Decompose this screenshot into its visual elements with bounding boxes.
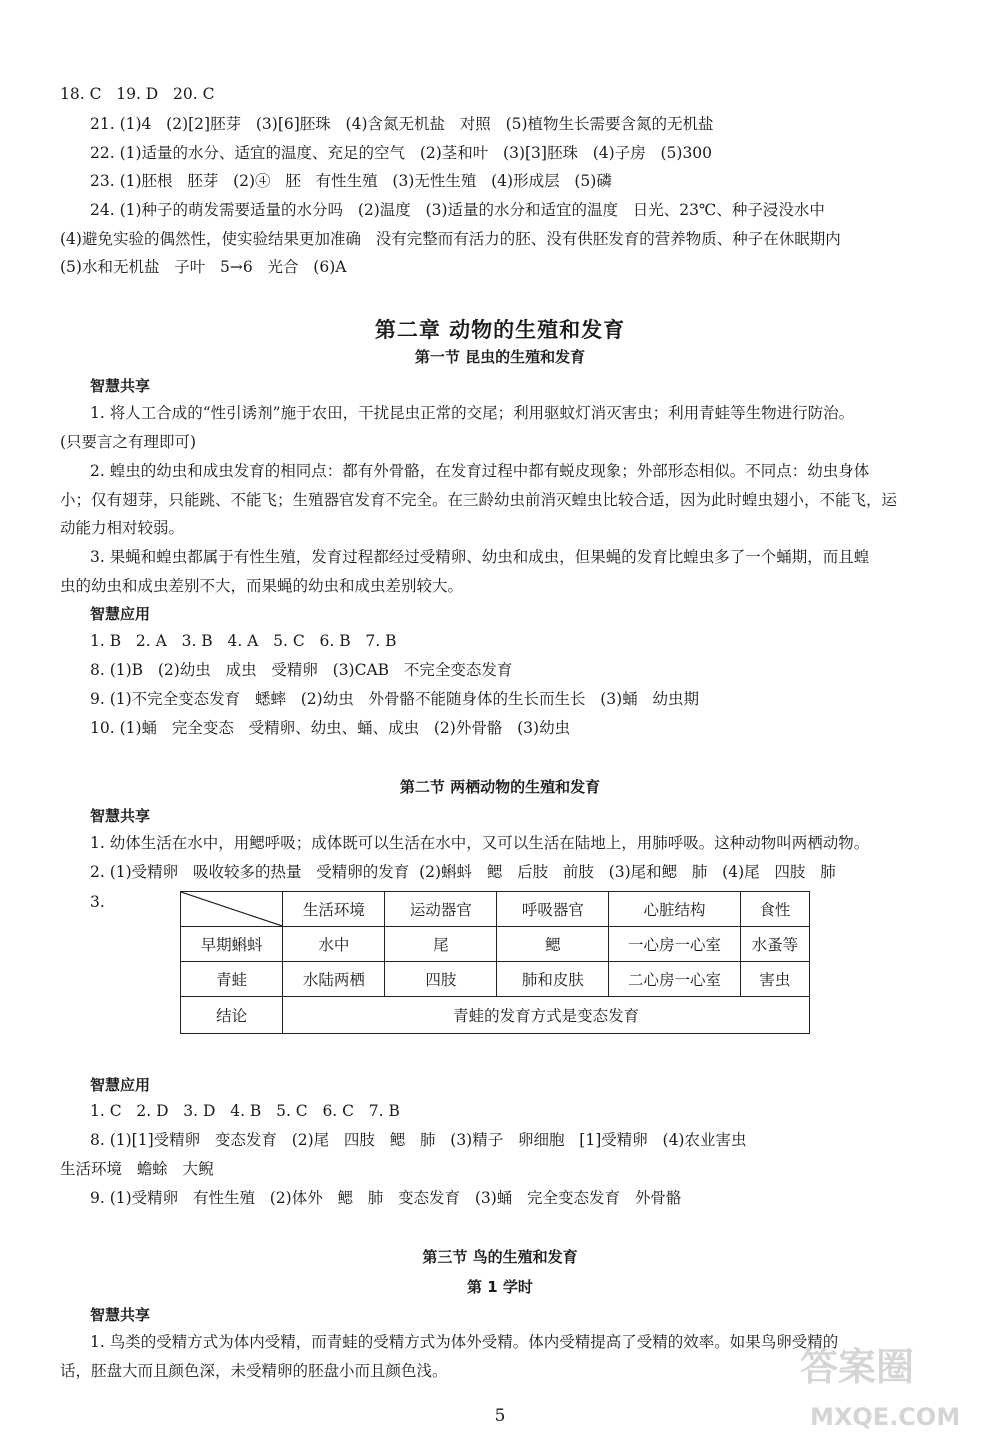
section-subtitle-3: 第 1 学时 bbox=[467, 1278, 533, 1296]
table-header-row bbox=[181, 892, 810, 927]
s3-share-p1a: 1. 鸟类的受精方式为体内受精，而青蛙的受精方式为体外受精。体内受精提高了受精的效率。如果鸟卵受精的 bbox=[90, 1333, 839, 1351]
s1-apply-a8: 8. (1)B (2)幼虫 成虫 受精卵 (3)CAB 不完全变态发育 bbox=[90, 661, 513, 679]
watermark-logo bbox=[790, 1330, 995, 1435]
s1-share-p1a: 1. 将人工合成的“性引诱剂”施于农田，干扰昆虫正常的交尾；利用驱蚊灯消灭害虫；利用青蛙等生物进行防治。 bbox=[90, 404, 855, 422]
table-cell: 水中 bbox=[283, 927, 385, 962]
chapter-title: 第二章 动物的生殖和发育 bbox=[374, 318, 626, 342]
s1-apply-a9: 9. (1)不完全变态发育 蟋蟀 (2)幼虫 外骨骼不能随身体的生长而生长 (3)蛹 幼虫期 bbox=[90, 690, 699, 708]
table-cell: 四肢 bbox=[385, 962, 497, 997]
s2-apply-a8a: 8. (1)[1]受精卵 变态发育 (2)尾 四肢 鳃 肺 (3)精子 卵细胞 [1]受精卵 (4)农业害虫 bbox=[90, 1131, 747, 1149]
s3-share-p1b: 话，胚盘大而且颜色深，未受精卵的胚盘小而且颜色浅。 bbox=[60, 1362, 448, 1380]
s1-share-p2b: 小；仅有翅芽，只能跳、不能飞；生殖器官发育不完全。在三龄幼虫前消灭蝗虫比较合适，因为此时蝗虫翅小，不能飞，运 bbox=[60, 491, 898, 509]
subheading-share-3: 智慧共享 bbox=[90, 1306, 151, 1324]
table-cell: 水陆两栖 bbox=[283, 962, 385, 997]
page-number: 5 bbox=[494, 1406, 506, 1426]
diagonal-line bbox=[181, 892, 282, 926]
subheading-share-2: 智慧共享 bbox=[90, 807, 151, 825]
s1-share-p1b: (只要言之有理即可) bbox=[60, 433, 197, 451]
s2-share-p1: 1. 幼体生活在水中，用鳃呼吸；成体既可以生活在水中，又可以生活在陆地上，用肺呼吸。这种动物叫两栖动物。 bbox=[90, 834, 870, 852]
s2-share-p3-label: 3. bbox=[90, 893, 105, 911]
subheading-share-1: 智慧共享 bbox=[90, 377, 151, 395]
section-title-1: 第一节 昆虫的生殖和发育 bbox=[414, 348, 586, 366]
s1-apply-a10: 10. (1)蛹 完全变态 受精卵、幼虫、蛹、成虫 (2)外骨骼 (3)幼虫 bbox=[90, 719, 571, 737]
s2-apply-a9: 9. (1)受精卵 有性生殖 (2)体外 鳃 肺 变态发育 (3)蛹 完全变态发育 外骨骼 bbox=[90, 1189, 682, 1207]
answer-line-18-20: 18. C 19. D 20. C bbox=[60, 85, 215, 103]
s1-apply-a1: 1. B 2. A 3. B 4. A 5. C 6. B 7. B bbox=[90, 632, 397, 650]
section-title-2: 第二节 两栖动物的生殖和发育 bbox=[399, 778, 601, 796]
answer-line-23: 23. (1)胚根 胚芽 (2)④ 胚 有性生殖 (3)无性生殖 (4)形成层 (5)磷 bbox=[90, 172, 612, 190]
s1-share-p2a: 2. 蝗虫的幼虫和成虫发育的相同点：都有外骨骼，在发育过程中都有蜕皮现象；外部形态相似。不同点：幼虫身体 bbox=[90, 462, 870, 480]
table-header-cell: 呼吸器官 bbox=[497, 892, 609, 927]
table-header-cell: 运动器官 bbox=[385, 892, 497, 927]
table-header-cell: 食性 bbox=[740, 892, 809, 927]
table-cell: 青蛙 bbox=[181, 962, 283, 997]
table-diagonal-cell bbox=[181, 892, 283, 927]
s2-share-p2: 2. (1)受精卵 吸收较多的热量 受精卵的发育 (2)蝌蚪 鳃 后肢 前肢 (3)尾和鳃 肺 (4)尾 四肢 肺 bbox=[90, 863, 836, 881]
s1-share-p3b: 虫的幼虫和成虫差别不大，而果蝇的幼虫和成虫差别较大。 bbox=[60, 577, 464, 595]
table-row bbox=[181, 927, 810, 962]
table-header-cell: 心脏结构 bbox=[609, 892, 740, 927]
subheading-apply-1: 智慧应用 bbox=[90, 605, 151, 623]
watermark-bottom-text: MXQE.COM bbox=[810, 1403, 961, 1431]
s1-share-p3a: 3. 果蝇和蝗虫都属于有性生殖，发育过程都经过受精卵、幼虫和成虫，但果蝇的发育比蝗虫多了一个蛹期，而且蝗 bbox=[90, 548, 870, 566]
answer-line-22: 22. (1)适量的水分、适宜的温度、充足的空气 (2)茎和叶 (3)[3]胚珠 (4)子房 (5)300 bbox=[90, 144, 713, 162]
s2-apply-a8b: 生活环境 蟾蜍 大鲵 bbox=[60, 1160, 214, 1178]
table-cell: 尾 bbox=[385, 927, 497, 962]
watermark-top-text: 答案圈 bbox=[800, 1345, 915, 1389]
table-header-cell: 生活环境 bbox=[283, 892, 385, 927]
answer-line-21: 21. (1)4 (2)[2]胚芽 (3)[6]胚珠 (4)含氮无机盐 对照 (5)植物生长需要含氮的无机盐 bbox=[90, 115, 714, 133]
table-cell: 水蚤等 bbox=[740, 927, 809, 962]
section-title-3: 第三节 鸟的生殖和发育 bbox=[422, 1248, 578, 1266]
table-row bbox=[181, 962, 810, 997]
answer-line-24-cont1: (4)避免实验的偶然性，使实验结果更加准确 没有完整而有活力的胚、没有供胚发育的营养物质、种子在休眠期内 bbox=[60, 230, 841, 248]
answer-line-24-cont2: (5)水和无机盐 子叶 5→6 光合 (6)A bbox=[60, 258, 347, 276]
answer-line-24: 24. (1)种子的萌发需要适量的水分吗 (2)温度 (3)适量的水分和适宜的温度 日光、23℃、种子浸没水中 bbox=[90, 201, 825, 219]
table-cell: 害虫 bbox=[740, 962, 809, 997]
s1-share-p2c: 动能力相对较弱。 bbox=[60, 519, 185, 537]
table-cell: 一心房一心室 bbox=[609, 927, 740, 962]
table-cell: 鳃 bbox=[497, 927, 609, 962]
s2-apply-a1: 1. C 2. D 3. D 4. B 5. C 6. C 7. B bbox=[90, 1102, 400, 1120]
table-conclusion-label: 结论 bbox=[181, 997, 283, 1034]
table-cell: 早期蝌蚪 bbox=[181, 927, 283, 962]
table-conclusion-row bbox=[181, 997, 810, 1034]
table-conclusion-value: 青蛙的发育方式是变态发育 bbox=[283, 997, 810, 1034]
table-cell: 肺和皮肤 bbox=[497, 962, 609, 997]
table-cell: 二心房一心室 bbox=[609, 962, 740, 997]
amphibian-comparison-table bbox=[180, 891, 810, 1034]
subheading-apply-2: 智慧应用 bbox=[90, 1076, 151, 1094]
